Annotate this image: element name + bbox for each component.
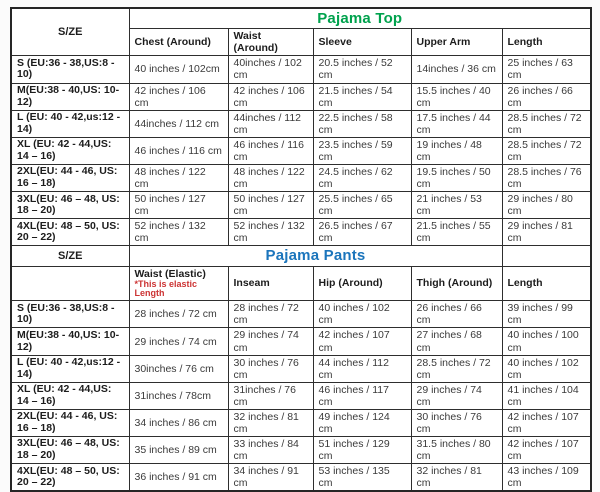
- column-header-length-pants: Length: [502, 266, 591, 301]
- measurement-cell: 51 inches / 129 cm: [313, 436, 411, 463]
- measurement-cell: 14inches / 36 cm: [411, 56, 502, 83]
- table-row: [11, 301, 591, 328]
- measurement-cell: 49 inches / 124 cm: [313, 409, 411, 436]
- pants-section: [11, 246, 591, 491]
- measurement-cell: 24.5 inches / 62 cm: [313, 164, 411, 191]
- measurement-cell: 53 inches / 135 cm: [313, 464, 411, 492]
- measurement-cell: 41 inches / 104 cm: [502, 382, 591, 409]
- size-label: XL (EU: 42 - 44,US: 14 – 16): [11, 382, 129, 409]
- measurement-cell: 29 inches / 74 cm: [411, 382, 502, 409]
- measurement-cell: 44inches / 112 cm: [129, 110, 228, 137]
- size-label: 2XL(EU: 44 - 46, US: 16 – 18): [11, 164, 129, 191]
- measurement-cell: 42 inches / 106 cm: [228, 83, 313, 110]
- table-row: [11, 192, 591, 219]
- table-row: [11, 382, 591, 409]
- measurement-cell: 32 inches / 81 cm: [411, 464, 502, 492]
- measurement-cell: 36 inches / 91 cm: [129, 464, 228, 492]
- size-label: 3XL(EU: 46 – 48, US: 18 – 20): [11, 436, 129, 463]
- table-row: [11, 409, 591, 436]
- measurement-cell: 28.5 inches / 72 cm: [502, 137, 591, 164]
- measurement-cell: 25.5 inches / 65 cm: [313, 192, 411, 219]
- measurement-cell: 48 inches / 122 cm: [228, 164, 313, 191]
- measurement-cell: 28.5 inches / 76 cm: [502, 164, 591, 191]
- measurement-cell: 42 inches / 106 cm: [129, 83, 228, 110]
- measurement-cell: 21.5 inches / 54 cm: [313, 83, 411, 110]
- measurement-cell: 40 inches / 102 cm: [502, 355, 591, 382]
- table-row: [11, 328, 591, 355]
- measurement-cell: 21.5 inches / 55 cm: [411, 219, 502, 246]
- measurement-cell: 32 inches / 81 cm: [228, 409, 313, 436]
- column-header-chest: Chest (Around): [129, 29, 228, 56]
- measurement-cell: 40 inches / 102cm: [129, 56, 228, 83]
- measurement-cell: 42 inches / 107 cm: [502, 409, 591, 436]
- column-header-sleeve: Sleeve: [313, 29, 411, 56]
- measurement-cell: 26.5 inches / 67 cm: [313, 219, 411, 246]
- size-label: L (EU: 40 - 42,us:12 - 14): [11, 110, 129, 137]
- measurement-cell: 35 inches / 89 cm: [129, 436, 228, 463]
- waist-elastic-label: Waist (Elastic): [134, 267, 206, 280]
- measurement-cell: 46 inches / 116 cm: [228, 137, 313, 164]
- measurement-cell: 29 inches / 81 cm: [502, 219, 591, 246]
- size-label: M(EU:38 - 40,US: 10-12): [11, 328, 129, 355]
- measurement-cell: 28 inches / 72 cm: [228, 301, 313, 328]
- measurement-cell: 39 inches / 99 cm: [502, 301, 591, 328]
- size-column-header-pants: S/ZE: [11, 246, 129, 266]
- measurement-cell: 26 inches / 66 cm: [502, 83, 591, 110]
- measurement-cell: 31inches / 76 cm: [228, 382, 313, 409]
- measurement-cell: 34 inches / 86 cm: [129, 409, 228, 436]
- measurement-cell: 25 inches / 63 cm: [502, 56, 591, 83]
- column-header-waist-elastic: [129, 266, 228, 301]
- table-row: [11, 56, 591, 83]
- size-label: 3XL(EU: 46 – 48, US: 18 – 20): [11, 192, 129, 219]
- measurement-cell: 15.5 inches / 40 cm: [411, 83, 502, 110]
- size-label: S (EU:36 - 38,US:8 - 10): [11, 301, 129, 328]
- measurement-cell: 28.5 inches / 72 cm: [411, 355, 502, 382]
- empty-cell: [502, 246, 591, 266]
- measurement-cell: 19 inches / 48 cm: [411, 137, 502, 164]
- measurement-cell: 19.5 inches / 50 cm: [411, 164, 502, 191]
- size-column-header-top: S/ZE: [11, 8, 129, 56]
- measurement-cell: 46 inches / 117 cm: [313, 382, 411, 409]
- column-header-hip: Hip (Around): [313, 266, 411, 301]
- size-label: 4XL(EU: 48 – 50, US: 20 – 22): [11, 464, 129, 492]
- measurement-cell: 28.5 inches / 72 cm: [502, 110, 591, 137]
- measurement-cell: 31.5 inches / 80 cm: [411, 436, 502, 463]
- size-label: XL (EU: 42 - 44,US: 14 – 16): [11, 137, 129, 164]
- top-section: [11, 8, 591, 246]
- measurement-cell: 30 inches / 76 cm: [411, 409, 502, 436]
- empty-cell: [11, 266, 129, 301]
- measurement-cell: 46 inches / 116 cm: [129, 137, 228, 164]
- elastic-length-note: *This is elastic Length: [134, 278, 198, 299]
- measurement-cell: 22.5 inches / 58 cm: [313, 110, 411, 137]
- measurement-cell: 52 inches / 132 cm: [228, 219, 313, 246]
- measurement-cell: 27 inches / 68 cm: [411, 328, 502, 355]
- column-header-upper-arm: Upper Arm: [411, 29, 502, 56]
- measurement-cell: 50 inches / 127 cm: [129, 192, 228, 219]
- measurement-cell: 20.5 inches / 52 cm: [313, 56, 411, 83]
- table-row: [11, 137, 591, 164]
- table-row: [11, 110, 591, 137]
- table-row: [11, 464, 591, 492]
- pajama-top-title: Pajama Top: [129, 8, 591, 29]
- measurement-cell: 42 inches / 107 cm: [313, 328, 411, 355]
- measurement-cell: 29 inches / 74 cm: [228, 328, 313, 355]
- pajama-pants-title: Pajama Pants: [129, 246, 502, 266]
- measurement-cell: 30 inches / 76 cm: [228, 355, 313, 382]
- measurement-cell: 29 inches / 80 cm: [502, 192, 591, 219]
- size-label: 2XL(EU: 44 - 46, US: 16 – 18): [11, 409, 129, 436]
- measurement-cell: 31inches / 78cm: [129, 382, 228, 409]
- measurement-cell: 30inches / 76 cm: [129, 355, 228, 382]
- measurement-cell: 29 inches / 74 cm: [129, 328, 228, 355]
- size-label: L (EU: 40 - 42,us:12 - 14): [11, 355, 129, 382]
- measurement-cell: 44 inches / 112 cm: [313, 355, 411, 382]
- measurement-cell: 33 inches / 84 cm: [228, 436, 313, 463]
- size-label: S (EU:36 - 38,US:8 - 10): [11, 56, 129, 83]
- table-row: [11, 436, 591, 463]
- measurement-cell: 23.5 inches / 59 cm: [313, 137, 411, 164]
- measurement-cell: 26 inches / 66 cm: [411, 301, 502, 328]
- pants-header-row: [11, 266, 591, 301]
- measurement-cell: 40 inches / 100 cm: [502, 328, 591, 355]
- top-title-row: [11, 8, 591, 29]
- measurement-cell: 42 inches / 107 cm: [502, 436, 591, 463]
- column-header-thigh: Thigh (Around): [411, 266, 502, 301]
- measurement-cell: 48 inches / 122 cm: [129, 164, 228, 191]
- measurement-cell: 50 inches / 127 cm: [228, 192, 313, 219]
- column-header-length: Length: [502, 29, 591, 56]
- measurement-cell: 28 inches / 72 cm: [129, 301, 228, 328]
- table-row: [11, 355, 591, 382]
- measurement-cell: 43 inches / 109 cm: [502, 464, 591, 492]
- measurement-cell: 40 inches / 102 cm: [313, 301, 411, 328]
- pants-title-row: [11, 246, 591, 266]
- measurement-cell: 40inches / 102 cm: [228, 56, 313, 83]
- size-chart-table: [10, 7, 592, 492]
- measurement-cell: 17.5 inches / 44 cm: [411, 110, 502, 137]
- measurement-cell: 34 inches / 91 cm: [228, 464, 313, 492]
- table-row: [11, 219, 591, 246]
- measurement-cell: 44inches / 112 cm: [228, 110, 313, 137]
- table-row: [11, 83, 591, 110]
- column-header-waist: Waist (Around): [228, 29, 313, 56]
- table-row: [11, 164, 591, 191]
- measurement-cell: 21 inches / 53 cm: [411, 192, 502, 219]
- column-header-inseam: Inseam: [228, 266, 313, 301]
- measurement-cell: 52 inches / 132 cm: [129, 219, 228, 246]
- size-label: 4XL(EU: 48 – 50, US: 20 – 22): [11, 219, 129, 246]
- size-label: M(EU:38 - 40,US: 10-12): [11, 83, 129, 110]
